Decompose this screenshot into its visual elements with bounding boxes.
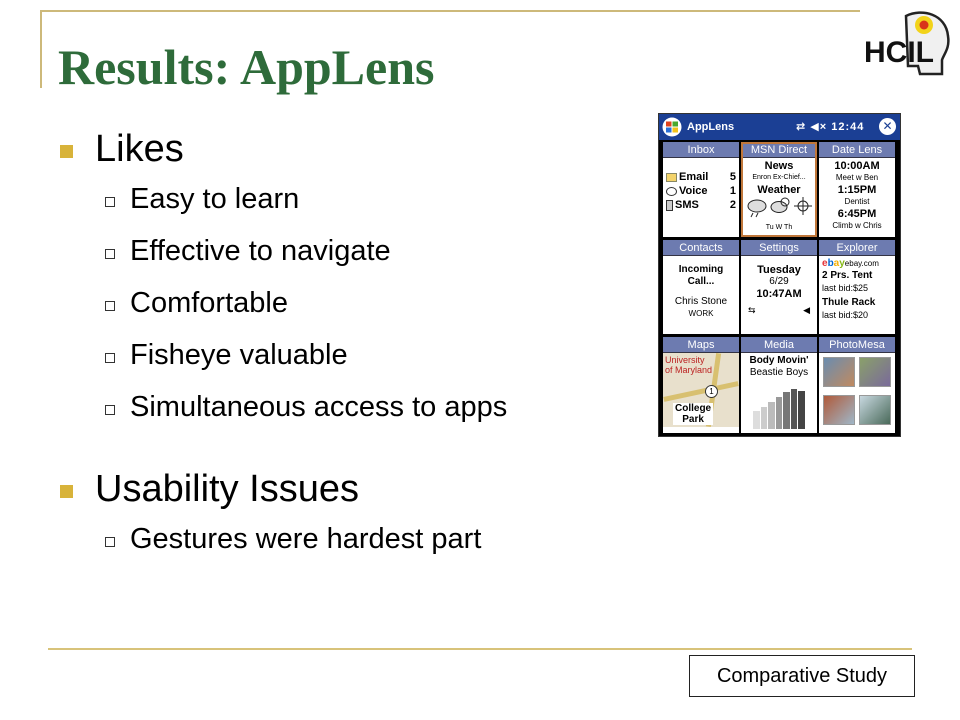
msn-news: News xyxy=(764,160,794,172)
tile-header: Date Lens xyxy=(819,142,895,158)
bullet-square xyxy=(60,145,73,158)
auction-item: 2 Prs. Tent xyxy=(822,270,873,281)
tile-header: Contacts xyxy=(663,240,739,256)
speech-bubble-icon xyxy=(666,187,677,196)
settings-date: 6/29 xyxy=(769,276,789,287)
settings-time: 10:47AM xyxy=(756,288,802,300)
photo-thumbnail xyxy=(859,395,891,425)
phone-icon xyxy=(666,200,673,211)
speaker-icon: ◀ xyxy=(803,305,810,315)
tile-explorer[interactable] xyxy=(819,240,895,334)
svg-text:HCIL: HCIL xyxy=(864,36,934,69)
hollow-bullet xyxy=(105,537,115,547)
frame-line-horizontal xyxy=(40,10,860,12)
list-item: Comfortable xyxy=(60,277,640,329)
tile-photomesa[interactable] xyxy=(819,337,895,433)
event-desc: Dentist xyxy=(844,197,870,206)
event-time: 1:15PM xyxy=(837,184,877,196)
tile-maps[interactable] xyxy=(663,337,739,433)
msn-news-headline: Enron Ex-Chief... xyxy=(752,174,806,181)
tile-msn-direct[interactable] xyxy=(741,142,817,237)
map-label-university: University of Maryland xyxy=(665,355,713,375)
tile-header: Maps xyxy=(663,337,739,353)
contacts-incoming: Incoming xyxy=(678,264,724,275)
list-item: Effective to navigate xyxy=(60,225,640,277)
list-item: Easy to learn xyxy=(60,173,640,225)
phone-titlebar xyxy=(659,114,901,140)
section-heading-usability: Usability Issues xyxy=(60,465,640,513)
slide-title: Results: AppLens xyxy=(58,39,435,95)
tile-header: Settings xyxy=(741,240,817,256)
msn-weather: Weather xyxy=(757,184,801,196)
photo-thumbnail xyxy=(823,395,855,425)
clock: 12:44 xyxy=(831,121,865,133)
hollow-bullet xyxy=(105,301,115,311)
footer-label: Comparative Study xyxy=(689,655,915,697)
inbox-row-sms: SMS 2 xyxy=(666,198,736,212)
msn-days: Tu W Th xyxy=(765,224,793,231)
tile-contacts[interactable] xyxy=(663,240,739,334)
section-heading-likes: Likes xyxy=(60,125,640,173)
photo-thumbnail xyxy=(859,357,891,387)
tile-header: PhotoMesa xyxy=(819,337,895,353)
auction-item: Thule Rack xyxy=(822,297,876,308)
applens-screenshot xyxy=(658,113,901,437)
tile-media[interactable] xyxy=(741,337,817,433)
list-item: Gestures were hardest part xyxy=(60,513,640,565)
frame-line-vertical xyxy=(40,10,42,88)
hollow-bullet xyxy=(105,405,115,415)
tile-date-lens[interactable] xyxy=(819,142,895,237)
close-icon[interactable]: ✕ xyxy=(879,118,896,135)
windows-start-icon xyxy=(662,117,682,137)
media-artist: Beastie Boys xyxy=(749,367,809,378)
hollow-bullet xyxy=(105,249,115,259)
list-item: Fisheye valuable xyxy=(60,329,640,381)
tile-settings[interactable] xyxy=(741,240,817,334)
explorer-site: ebay.com xyxy=(844,259,879,268)
ebay-logo: ebay xyxy=(822,258,845,269)
bullet-list xyxy=(60,125,640,565)
event-time: 10:00AM xyxy=(834,160,880,172)
tile-header: Media xyxy=(741,337,817,353)
inbox-row-voice: Voice 1 xyxy=(666,184,736,198)
tile-header: Explorer xyxy=(819,240,895,256)
inbox-row-email: Email 5 xyxy=(666,170,736,184)
bullet-square xyxy=(60,485,73,498)
app-title: AppLens xyxy=(687,121,735,133)
tile-inbox[interactable] xyxy=(663,142,739,237)
weather-icons xyxy=(745,196,813,218)
auction-bid: last bid:$20 xyxy=(822,310,869,320)
route-marker: 1 xyxy=(705,385,718,398)
photo-thumbnail xyxy=(823,357,855,387)
hcil-logo xyxy=(862,8,952,80)
map-label-college-park: College Park xyxy=(675,403,712,425)
status-icons: ⇄ ◀× xyxy=(796,121,832,133)
footer-divider xyxy=(48,648,912,650)
status-bar xyxy=(796,120,864,133)
auction-bid: last bid:$25 xyxy=(822,283,869,293)
tile-header: MSN Direct xyxy=(741,142,817,158)
contact-name: Chris Stone xyxy=(674,296,728,307)
settings-day: Tuesday xyxy=(757,264,801,276)
event-desc: Climb w Chris xyxy=(832,221,882,230)
envelope-icon xyxy=(666,173,677,182)
hollow-bullet xyxy=(105,353,115,363)
tile-header: Inbox xyxy=(663,142,739,158)
event-desc: Meet w Ben xyxy=(835,173,879,182)
contacts-call: Call... xyxy=(687,276,715,287)
hollow-bullet xyxy=(105,197,115,207)
map-image xyxy=(663,353,739,427)
event-time: 6:45PM xyxy=(837,208,877,220)
sync-icon: ⇆ xyxy=(748,305,756,315)
contact-location: WORK xyxy=(688,309,714,318)
list-item: Simultaneous access to apps xyxy=(60,381,640,433)
equalizer-graphic xyxy=(753,389,805,429)
media-track: Body Movin' xyxy=(749,355,809,366)
